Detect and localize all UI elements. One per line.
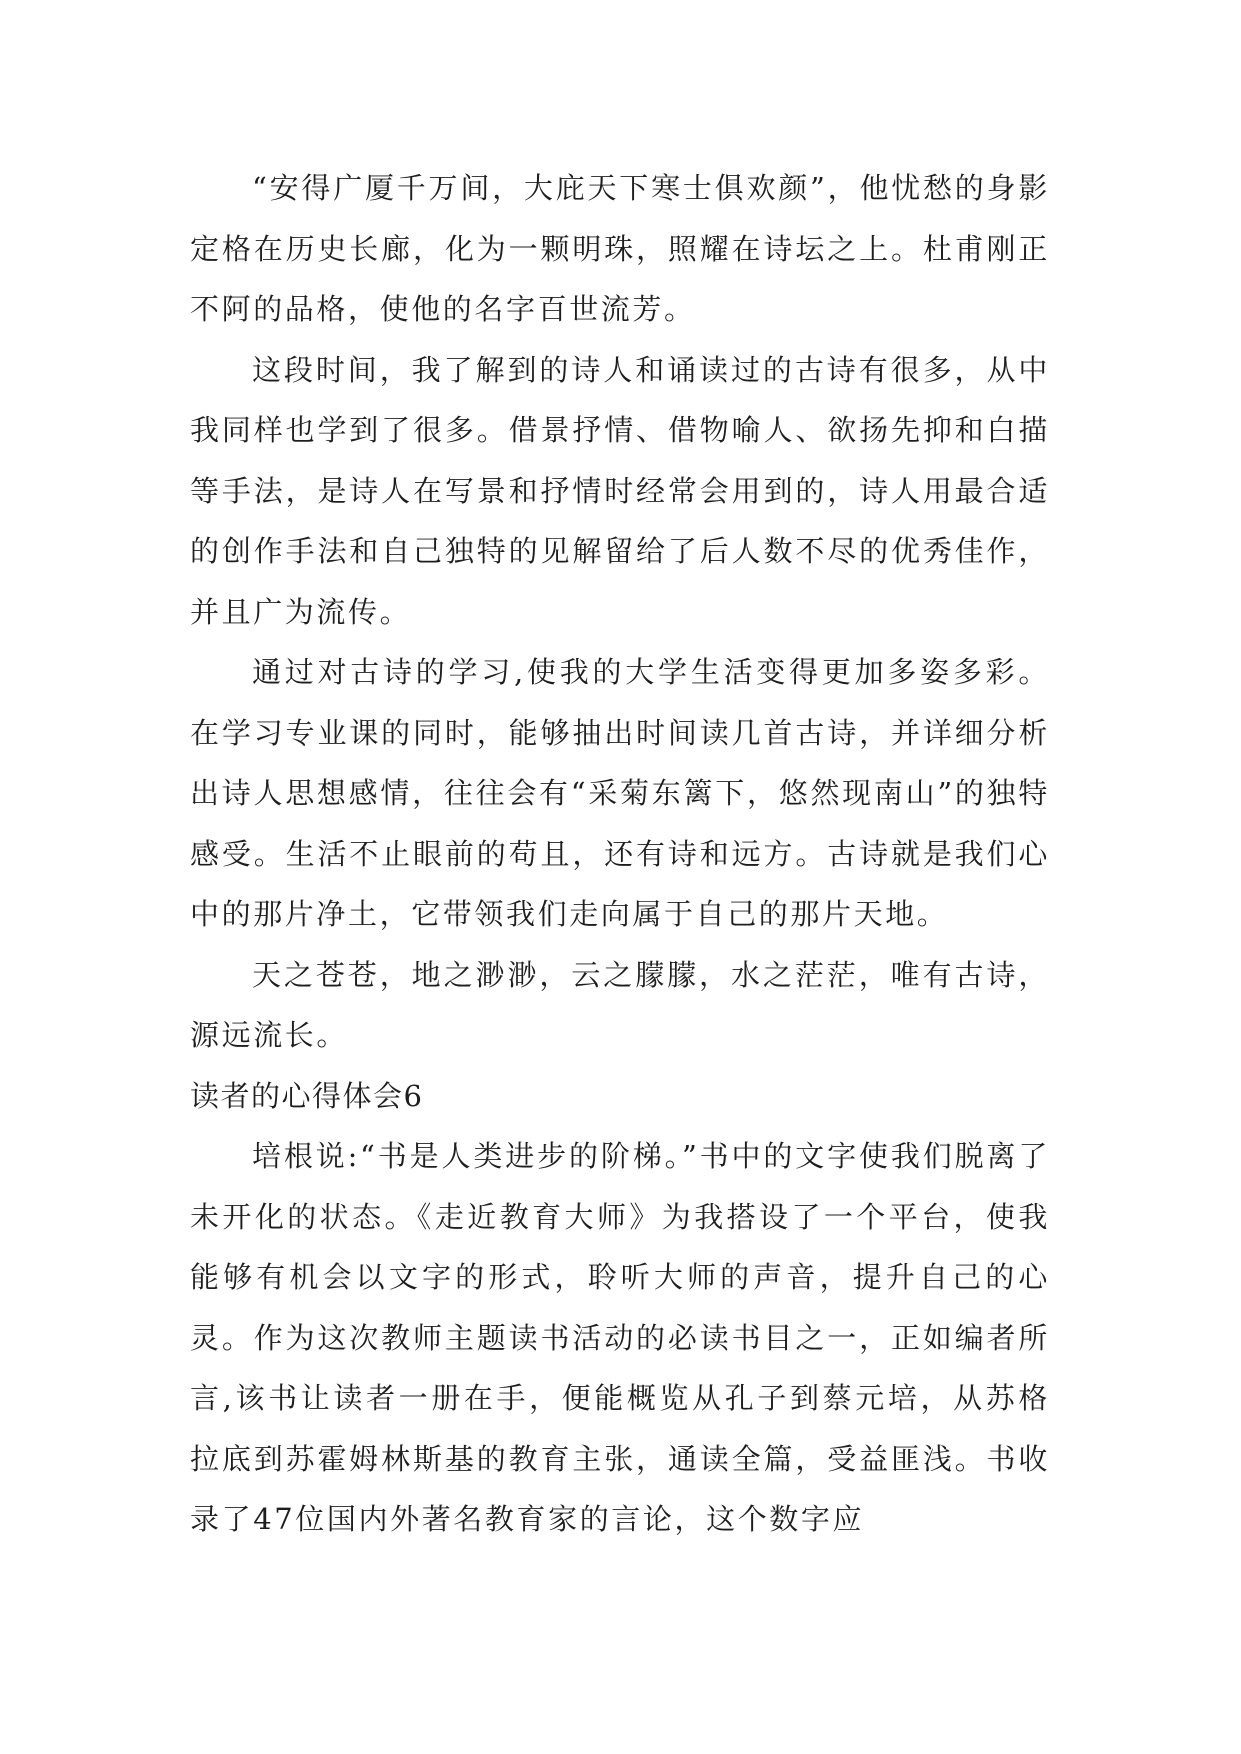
section-heading: 读者的心得体会6 xyxy=(190,1078,424,1113)
paragraph-study-poetry: 通过对古诗的学习,使我的大学生活变得更加多姿多彩。在学习专业课的同时，能够抽出时间读几首古诗，并详细分析出诗人思想感情，往往会有“采菊东篱下，悠然现南山”的独特感受。生活不止眼前的苟且，还有诗和远方。古诗就是我们心中的那片净土，它带领我们走向属于自己的那片天地。 xyxy=(190,655,1050,931)
paragraph-poets-techniques: 这段时间，我了解到的诗人和诵读过的古诗有很多，从中我同样也学到了很多。借景抒情、借物喻人、欲扬先抑和白描等手法，是诗人在写景和抒情时经常会用到的，诗人用最合适的创作手法和自己独特的见解留给了后人数不尽的优秀佳作，并且广为流传。 xyxy=(190,352,1050,629)
document-page xyxy=(190,158,1050,1550)
paragraph-closing: 天之苍苍，地之渺渺，云之朦朦，水之茫茫，唯有古诗，源远流长。 xyxy=(190,957,1050,1052)
paragraph-dufu: “安得广厦千万间，大庇天下寒士俱欢颜”，他忧愁的身影定格在历史长廊，化为一颗明珠，照耀在诗坛之上。杜甫刚正不阿的品格，使他的名字百世流芳。 xyxy=(190,171,1050,326)
paragraph-bacon: 培根说:“书是人类进步的阶梯。”书中的文字使我们脱离了未开化的状态。《走近教育大师》为我搭设了一个平台，使我能够有机会以文字的形式，聆听大师的声音，提升自己的心灵。作为这次教师主题读书活动的必读书目之一，正如编者所言,该书让读者一册在手，便能概览从孔子到蔡元培，从苏格拉底到苏霍姆林斯基的教育主张，通读全篇，受益匪浅。书收录了47位国内外著名教育家的言论，这个数字应 xyxy=(190,1139,1050,1536)
